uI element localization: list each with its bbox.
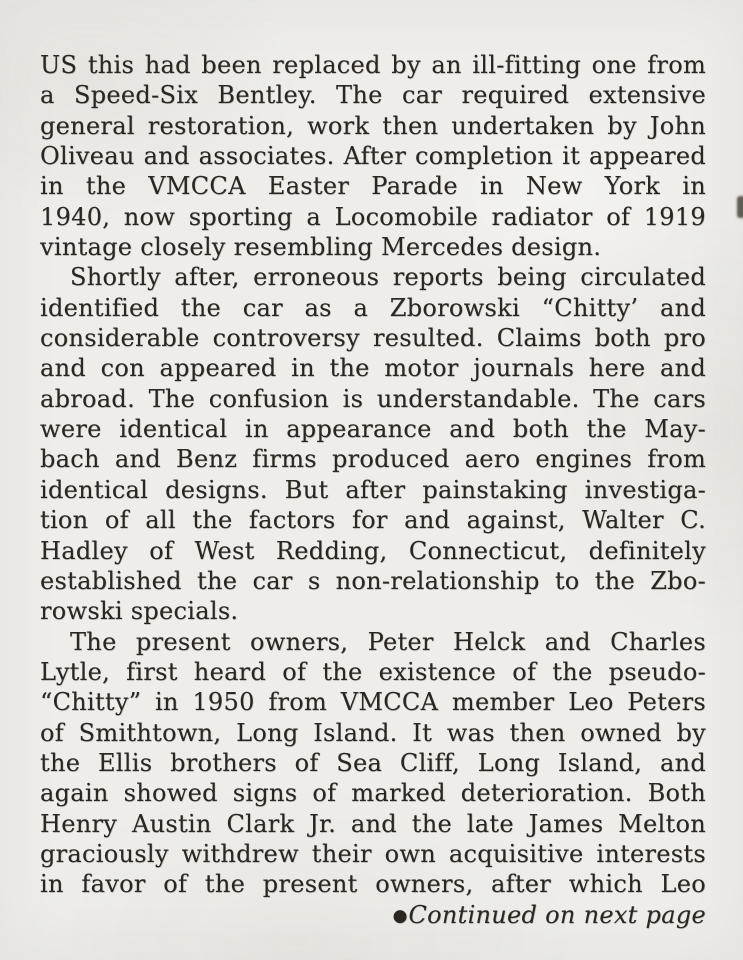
continued-notice: [40, 900, 706, 930]
text-line: general restoration, work then undertaken by John: [40, 111, 706, 140]
text-line: Oliveau and associates. After completion it appeared: [40, 142, 706, 171]
text-line: and con appeared in the motor journals here and: [40, 354, 706, 383]
text-line: 1940, now sporting a Locomobile radiator of 1919: [40, 202, 706, 231]
article-text: [40, 50, 706, 930]
text-line: identified the car as a Zborowski “Chitty’ and: [40, 293, 706, 322]
text-line: Lytle, first heard of the existence of the pseudo-: [40, 657, 706, 686]
text-line: Shortly after, erroneous reports being circulated: [70, 263, 706, 292]
text-line: The present owners, Peter Helck and Charles: [70, 627, 706, 656]
text-line: in favor of the present owners, after which Leo: [40, 870, 706, 899]
text-line: were identical in appearance and both the May-: [40, 415, 706, 444]
text-line: graciously withdrew their own acquisitive interests: [40, 839, 706, 868]
text-line: again showed signs of marked deterioration. Both: [40, 779, 706, 808]
scan-artifact: [737, 196, 743, 218]
bullet-icon: ●: [392, 905, 408, 926]
text-line: tion of all the factors for and against, Walter C.: [40, 506, 706, 535]
text-line: considerable controversy resulted. Claims both pro: [40, 324, 706, 353]
text-line: established the car s non-relationship to the Zbo-: [40, 566, 706, 595]
text-line: “Chitty” in 1950 from VMCCA member Leo Peters: [40, 688, 706, 717]
text-line: US this had been replaced by an ill-fitting one from: [40, 51, 706, 79]
text-line: Hadley of West Redding, Connecticut, definitely: [40, 536, 706, 565]
text-line: of Smithtown, Long Island. It was then owned by: [40, 718, 706, 747]
text-line: rowski specials.: [40, 597, 239, 626]
text-line: abroad. The confusion is understandable. The cars: [40, 384, 706, 413]
text-line: identical designs. But after painstaking investiga-: [40, 475, 706, 504]
text-line: the Ellis brothers of Sea Cliff, Long Island, and: [40, 748, 706, 777]
text-line: a Speed-Six Bentley. The car required extensive: [40, 81, 706, 110]
text-line: bach and Benz firms produced aero engines from: [40, 445, 706, 474]
text-line: Henry Austin Clark Jr. and the late James Melton: [40, 809, 706, 838]
text-line: in the VMCCA Easter Parade in New York in: [40, 172, 706, 201]
text-line: vintage closely resembling Mercedes design.: [40, 233, 602, 262]
continued-notice-label: Continued on next page: [408, 900, 706, 929]
